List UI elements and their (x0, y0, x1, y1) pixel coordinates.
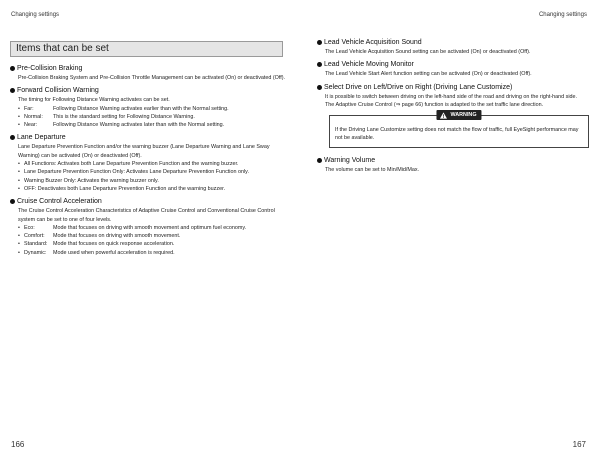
bullet-dot-icon (317, 85, 322, 90)
item-term: Near: (24, 122, 38, 129)
bullet-icon: • (18, 249, 20, 256)
list-item (10, 168, 288, 176)
section-heading: Lead Vehicle Acquisition Sound (324, 39, 422, 46)
list-item (10, 249, 288, 257)
section-lead-vehicle-moving-monitor (317, 60, 592, 78)
item-term: Comfort: (24, 233, 45, 240)
paragraph: The volume can be set to Min/Mid/Max. (325, 166, 420, 173)
bullet-dot-icon (10, 88, 15, 93)
bullet-dot-icon (317, 62, 322, 67)
bullet-icon: • (18, 185, 20, 192)
bullet-icon: • (18, 105, 20, 112)
section-driving-lane-customize (317, 83, 592, 110)
item-term: Far: (24, 105, 34, 112)
item-text: Warning Buzzer Only: Activates the warning buzzer only. (24, 177, 159, 184)
item-text: Mode that focuses on quick response acceleration. (53, 241, 175, 248)
section-heading: Pre-Collision Braking (17, 65, 83, 72)
right-page (300, 0, 600, 471)
item-text: Mode used when powerful acceleration is required. (53, 249, 175, 256)
item-text: Mode that focuses on driving with smooth movement. (53, 233, 181, 240)
bullet-dot-icon (10, 135, 15, 140)
paragraph: The Lead Vehicle Acquisition Sound setting can be activated (On) or deactivated (Off). (325, 49, 531, 55)
item-term: Eco: (24, 224, 35, 231)
warning-text: If the Driving Lane Customize setting does not match the flow of traffic, full EyeSight performance may not be available. (335, 127, 579, 142)
page-number-right: 167 (572, 440, 586, 449)
list-item (10, 105, 288, 113)
left-column (10, 64, 288, 261)
bullet-icon: • (18, 233, 20, 240)
warning-label-text: WARNING (450, 112, 477, 119)
warning-box (329, 112, 589, 148)
item-text: All Functions: Activates both Lane Departure Prevention Function and the warning buzzer. (24, 161, 239, 168)
section-heading: Lane Departure (17, 134, 66, 142)
list-item (10, 160, 288, 168)
section-cruise-control-acceleration (10, 197, 288, 257)
section-heading: Lead Vehicle Moving Monitor (324, 61, 414, 69)
list-item (10, 224, 288, 232)
bullet-icon: • (18, 241, 20, 248)
paragraph: Lane Departure Prevention Function and/or the warning buzzer (Lane Departure Warning and Lane Sway Warning) can be activated (On) or deactivated (Off). (18, 144, 270, 159)
item-text: Lane Departure Prevention Function Only: Activates Lane Departure Prevention Function only. (24, 169, 249, 176)
list-item (10, 121, 288, 129)
bullet-dot-icon (10, 66, 15, 71)
paragraph: The Cruise Control Acceleration Characteristics of Adaptive Cruise Control and Conventional Cruise Control system can be set to one of four levels. (18, 208, 275, 223)
page-number-left: 166 (11, 440, 25, 449)
bullet-dot-icon (10, 199, 15, 204)
bullet-icon: • (18, 122, 20, 129)
bullet-icon: • (18, 224, 20, 231)
bullet-icon: • (18, 177, 20, 184)
paragraph: Pre-Collision Braking System and Pre-Collision Throttle Management can be activated (On) or deactivated (Off). (18, 75, 286, 81)
section-lane-departure (10, 133, 288, 193)
warning-triangle-icon (439, 112, 447, 119)
section-heading: Forward Collision Warning (17, 87, 99, 95)
list-item (10, 113, 288, 121)
running-header-right: Changing settings (538, 12, 587, 18)
section-heading: Cruise Control Acceleration (17, 198, 102, 206)
bullet-dot-icon (317, 158, 322, 163)
section-forward-collision-warning (10, 86, 288, 129)
item-text: Following Distance Warning activates later than with the Normal setting. (53, 122, 225, 129)
paragraph: The Lead Vehicle Start Alert function setting can be activated (On) or deactivated (Off). (325, 71, 532, 78)
item-text: Mode that focuses on driving with smooth movement and optimum fuel economy. (53, 224, 247, 231)
bullet-dot-icon (317, 40, 322, 45)
paragraph: It is possible to switch between driving on the left-hand side of the road and driving on the right-hand side. (325, 93, 578, 100)
section-heading: Warning Volume (324, 156, 376, 164)
list-item (10, 185, 288, 193)
item-text: OFF: Deactivates both Lane Departure Prevention Function and the warning buzzer. (24, 185, 226, 192)
section-warning-volume (317, 156, 592, 174)
item-term: Standard: (24, 241, 48, 248)
section-lead-vehicle-acquisition-sound (317, 38, 592, 56)
list-item (10, 232, 288, 240)
bullet-icon: • (18, 169, 20, 176)
list-item (10, 177, 288, 185)
item-term: Normal: (24, 113, 43, 120)
paragraph: The Adaptive Cruise Control (⇒ page 66) function is adapted to the set traffic lane direction. (325, 101, 544, 108)
warning-label (436, 110, 481, 120)
paragraph: The timing for Following Distance Warning activates can be set. (18, 97, 170, 104)
bullet-icon: • (18, 161, 20, 168)
item-text: This is the standard setting for Following Distance Warning. (53, 113, 195, 120)
section-title: Items that can be set (10, 41, 283, 57)
item-text: Following Distance Warning activates earlier than with the Normal setting. (53, 105, 229, 112)
list-item (10, 240, 288, 248)
bullet-icon: • (18, 113, 20, 120)
item-term: Dynamic: (24, 249, 47, 256)
section-pre-collision-braking (10, 64, 288, 82)
section-heading: Select Drive on Left/Drive on Right (Driving Lane Customize) (324, 83, 513, 91)
right-column (317, 38, 592, 178)
running-header-left: Changing settings (11, 12, 60, 18)
